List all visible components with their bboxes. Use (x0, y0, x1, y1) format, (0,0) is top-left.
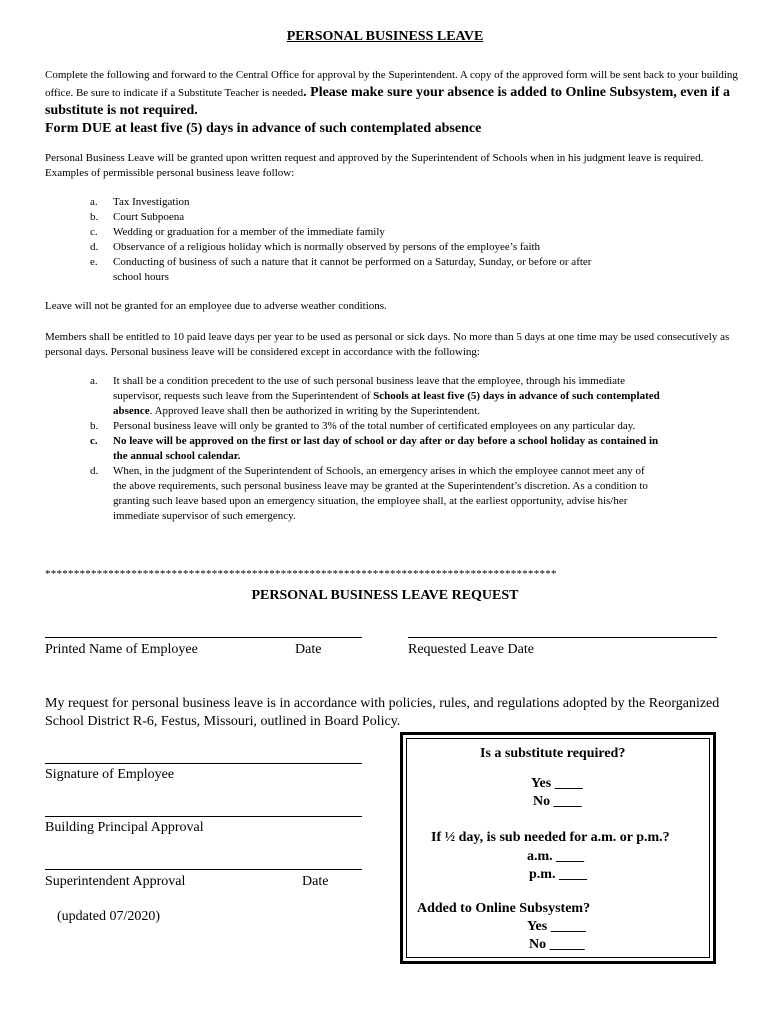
list-item: e. Conducting of business of such a nature that it cannot be performed on a Saturday, Sunday, or before or after school hours (90, 256, 592, 283)
requested-date-label: Requested Leave Date (408, 642, 534, 657)
list-item: b. Personal business leave will only be granted to 3% of the total number of certificated employees on any particular day. (90, 420, 636, 432)
online-subsystem-note: . Please make sure your absence is added to Online Subsystem, even if a substitute is not required. (45, 85, 731, 118)
conditions-list (90, 374, 660, 524)
half-day-am[interactable]: a.m. ____ (527, 849, 585, 864)
half-day-question: If ½ day, is sub needed for a.m. or p.m.? (431, 830, 670, 845)
requested-date-line[interactable] (408, 637, 717, 638)
request-title: PERSONAL BUSINESS LEAVE REQUEST (251, 588, 519, 603)
substitute-question: Is a substitute required? (480, 746, 626, 761)
list-item: a. Tax Investigation (90, 196, 190, 208)
due-note: Form DUE at least five (5) days in advance of such contemplated absence (45, 121, 482, 136)
online-yes[interactable]: Yes _____ (527, 919, 586, 934)
list-item: d. When, in the judgment of the Superintendent of Schools, an emergency arises in which the employee cannot meet any of the above requirements, such personal business leave may be granted at the Superintendent’s discretion. As a condition to granting such leave based upon an emergency situation, the employee shall, at the earliest opportunity, advise his/her immediate supervisor of such emergency. (90, 465, 648, 522)
printed-name-label: Printed Name of Employee (45, 642, 198, 657)
updated-note: (updated 07/2020) (57, 909, 161, 924)
substitute-yes[interactable]: Yes ____ (531, 776, 583, 791)
members-note: Members shall be entitled to 10 paid leave days per year to be used as personal or sick days. No more than 5 days at one time may be used consecutively as personal days. Personal business leave will be considered except in accordance with the following: (45, 331, 730, 358)
examples-list (90, 195, 680, 285)
policy-intro: Personal Business Leave will be granted upon written request and approved by the Superintendent of Schools when in his judgment leave is required. Examples of permissible personal business leave follow: (45, 152, 704, 179)
page-title: PERSONAL BUSINESS LEAVE (286, 29, 484, 44)
superintendent-label: Superintendent Approval (45, 874, 186, 889)
printed-name-line[interactable] (45, 637, 362, 638)
superintendent-line[interactable] (45, 869, 362, 870)
online-question: Added to Online Subsystem? (417, 901, 591, 916)
principal-line[interactable] (45, 816, 362, 817)
principal-label: Building Principal Approval (45, 820, 204, 835)
list-item: d. Observance of a religious holiday which is normally observed by persons of the employee’s faith (90, 241, 541, 253)
substitute-no[interactable]: No ____ (533, 794, 582, 809)
signature-label: Signature of Employee (45, 767, 175, 782)
list-item: c. Wedding or graduation for a member of the immediate family (90, 226, 385, 238)
separator-line: ***************************************************************************************** (45, 568, 557, 580)
intro-text: Complete the following and forward to the Central Office for approval by the Superintendent. A copy of the approved form will be sent back to your building office. Be sure to indicate if a Substitute Teacher is needed (45, 69, 738, 99)
superintendent-date-label: Date (302, 874, 329, 889)
list-item: b. Court Subpoena (90, 211, 185, 223)
weather-note: Leave will not be granted for an employee due to adverse weather conditions. (45, 300, 387, 312)
request-statement: My request for personal business leave is in accordance with policies, rules, and regulations adopted by the Reorganized School District R-6, Festus, Missouri, outlined in Board Policy. (45, 696, 720, 729)
half-day-pm[interactable]: p.m. ____ (529, 867, 587, 882)
date-label: Date (295, 642, 322, 657)
signature-line[interactable] (45, 763, 362, 764)
list-item: a. It shall be a condition precedent to the use of such personal business leave that the employee, through his immediate supervisor, requests such leave from the Superintendent of Schools at least five (5) days in advance of such contemplated absence. Approved leave shall then be authorized in writing by the Superintendent. (90, 375, 660, 417)
list-item: c. No leave will be approved on the first or last day of school or day after or day before a school holiday as contained in the annual school calendar. (90, 435, 659, 462)
intro-block (45, 65, 763, 138)
online-no[interactable]: No _____ (529, 937, 585, 952)
